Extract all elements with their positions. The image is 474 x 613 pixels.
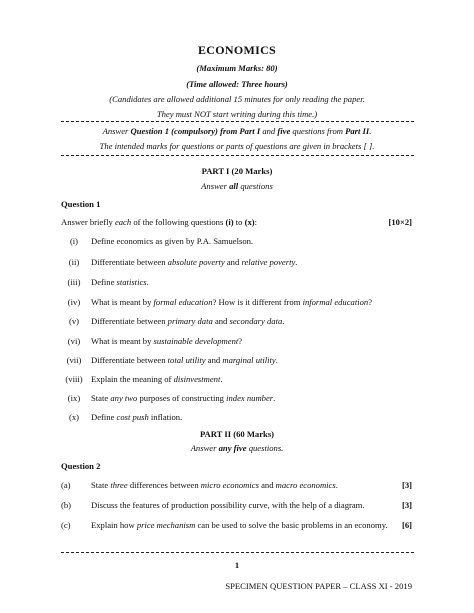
item-marks: [3] — [401, 480, 412, 490]
item-text — [91, 500, 391, 511]
text-fragment: cost push — [116, 412, 149, 422]
max-marks: (Maximum Marks: 80) — [196, 63, 278, 73]
text-fragment: ? — [238, 336, 243, 346]
text-fragment: . — [282, 316, 285, 326]
item-number: (iv) — [67, 297, 81, 307]
text-fragment: primary data — [167, 316, 213, 326]
text-fragment: informal education — [302, 297, 369, 307]
text-fragment: Define — [91, 412, 117, 422]
text-fragment: secondary data — [229, 316, 283, 326]
text-fragment: Explain how — [91, 520, 137, 530]
item-number: (v) — [68, 316, 80, 326]
part-1-heading: PART I (20 Marks) — [201, 166, 273, 176]
text-fragment: total utility — [167, 355, 206, 365]
paper-label: SPECIMEN QUESTION PAPER – CLASS XI - 2019 — [225, 581, 412, 591]
part-2-subheading: Answer any five questions. — [190, 443, 284, 453]
text-fragment: absolute poverty — [167, 257, 225, 267]
text-fragment: and — [205, 355, 223, 365]
item-number: (ix) — [67, 393, 81, 403]
text-fragment: and — [212, 316, 230, 326]
item-marks: [6] — [401, 520, 412, 530]
item-number: (viii) — [65, 374, 83, 384]
text-fragment: inflation. — [148, 412, 183, 422]
text-fragment: Define economics as given by P.A. Samuelson. — [91, 236, 254, 246]
text-fragment: State — [91, 393, 111, 403]
text-fragment: can be used to solve the basic problems in an economy. — [195, 520, 388, 530]
reading-time-note-1: (Candidates are allowed additional 15 minutes for only reading the paper. — [109, 94, 365, 104]
part-2-heading: PART II (60 Marks) — [199, 429, 275, 439]
text-fragment: Differentiate between — [91, 316, 168, 326]
question-2-label: Question 2 — [61, 461, 101, 471]
text-fragment: . — [273, 393, 276, 403]
item-text — [91, 412, 182, 422]
item-number: (i) — [69, 236, 79, 246]
text-fragment: statistics — [116, 277, 147, 287]
text-fragment: index number — [226, 393, 274, 403]
item-text — [91, 520, 391, 531]
question-1-stem: Answer briefly each of the following questions (i) to (x): — [61, 217, 257, 227]
instructions-line-1: Answer Question 1 (compulsory) from Part I and five questions from Part II. — [102, 126, 372, 136]
instructions-line-2: The intended marks for questions or parts of questions are given in brackets [ ]. — [99, 141, 375, 151]
text-fragment: three — [110, 480, 128, 490]
item-number: (vii) — [66, 355, 82, 365]
item-marks: [3] — [401, 500, 412, 510]
item-text — [91, 316, 284, 326]
item-text — [91, 393, 275, 403]
text-fragment: . — [146, 277, 149, 287]
text-fragment: marginal utility — [222, 355, 276, 365]
text-fragment: formal education — [153, 297, 213, 307]
text-fragment: Define — [91, 277, 117, 287]
item-text — [91, 257, 297, 267]
item-text — [91, 277, 149, 287]
text-fragment: What is meant by — [91, 297, 154, 307]
item-number: (vi) — [67, 336, 81, 346]
text-fragment: Differentiate between — [91, 257, 168, 267]
question-1-marks: [10×2] — [388, 217, 412, 227]
text-fragment: any two — [110, 393, 138, 403]
text-fragment: . — [275, 355, 278, 365]
item-number: (ii) — [68, 257, 80, 267]
item-number: (b) — [61, 500, 72, 510]
reading-time-note-2: They must NOT start writing during this time.) — [156, 109, 318, 119]
text-fragment: ? — [368, 297, 373, 307]
text-fragment: ? How is it different from — [212, 297, 303, 307]
text-fragment: . — [335, 480, 338, 490]
text-fragment: What is meant by — [91, 336, 154, 346]
item-text — [91, 336, 242, 346]
text-fragment: and — [224, 257, 242, 267]
text-fragment: disinvestment — [173, 374, 221, 384]
item-number: (x) — [68, 412, 80, 422]
text-fragment: Discuss the features of production possibility curve, with the help of a diagram. — [91, 500, 365, 510]
part-1-subheading: Answer all questions — [201, 181, 273, 191]
item-text — [91, 374, 223, 384]
item-number: (iii) — [67, 277, 81, 287]
text-fragment: . — [220, 374, 223, 384]
item-number: (a) — [61, 480, 71, 490]
text-fragment: . — [295, 257, 298, 267]
text-fragment: micro economics — [200, 480, 259, 490]
time-allowed: (Time allowed: Three hours) — [186, 79, 288, 89]
item-number: (c) — [61, 520, 71, 530]
text-fragment: Explain the meaning of — [91, 374, 174, 384]
item-text — [91, 297, 372, 307]
text-fragment: macro economics — [275, 480, 336, 490]
divider-footer — [61, 552, 414, 553]
text-fragment: differences between — [127, 480, 201, 490]
exam-title: ECONOMICS — [197, 43, 277, 57]
question-1-label: Question 1 — [61, 199, 101, 209]
item-text — [91, 236, 253, 246]
divider-instructions — [61, 155, 414, 156]
item-text — [91, 355, 278, 365]
text-fragment: sustainable development — [153, 336, 239, 346]
divider-top — [61, 121, 414, 122]
text-fragment: price mechanism — [136, 520, 196, 530]
text-fragment: purposes of constructing — [137, 393, 227, 403]
text-fragment: relative poverty — [241, 257, 296, 267]
text-fragment: State — [91, 480, 111, 490]
text-fragment: and — [258, 480, 276, 490]
page-number: 1 — [234, 560, 240, 570]
text-fragment: Differentiate between — [91, 355, 168, 365]
item-text — [91, 480, 391, 491]
